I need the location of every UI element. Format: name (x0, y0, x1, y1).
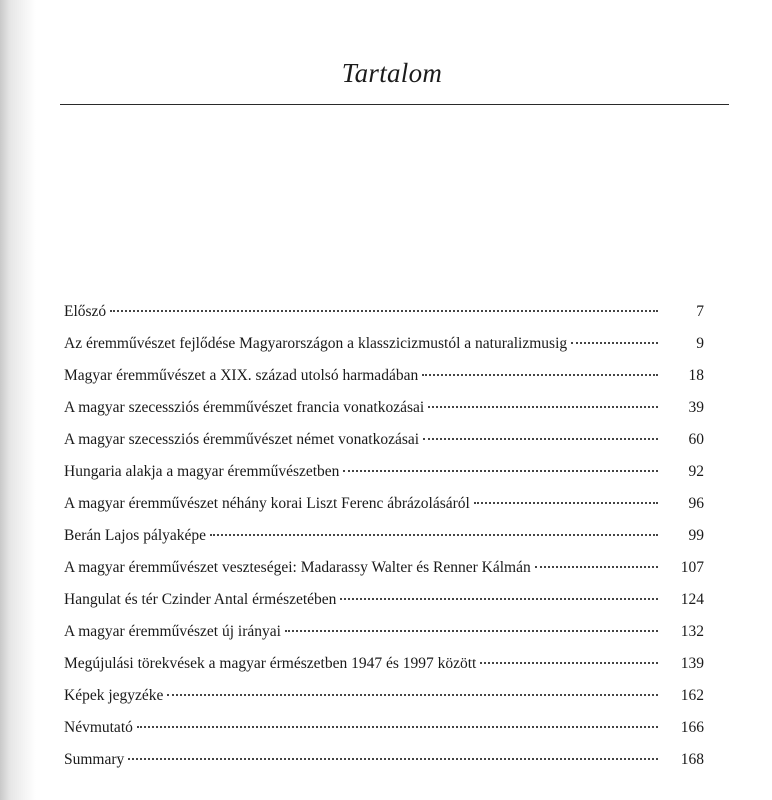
toc-entry-title: A magyar éremművészet veszteségei: Madarassy Walter és Renner Kálmán (64, 559, 531, 576)
toc-entry-page: 92 (688, 463, 704, 480)
toc-entry (64, 328, 704, 360)
toc-entry (64, 392, 704, 424)
dot-leader (343, 470, 658, 472)
toc-entry-title: Megújulási törekvések a magyar érmészetben 1947 és 1997 között (64, 655, 477, 672)
toc-entry-page: 39 (688, 399, 704, 416)
toc-entry-page: 9 (696, 335, 704, 352)
toc-entry-title: Az éremművészet fejlődése Magyarországon a klasszicizmustól a naturalizmusig (64, 335, 568, 352)
dot-leader (571, 342, 658, 344)
toc-entry-title: A magyar szecessziós éremművészet német vonatkozásai (64, 431, 420, 448)
toc-entry-title: Hangulat és tér Czinder Antal érmészetében (64, 591, 337, 608)
dot-leader (480, 662, 658, 664)
toc-entry (64, 552, 704, 584)
toc-entry-title: Névmutató (64, 719, 133, 736)
toc-entry (64, 360, 704, 392)
toc-entry-page: 7 (696, 303, 704, 320)
toc-entry-page: 18 (688, 367, 704, 384)
dot-leader (340, 598, 658, 600)
toc-entry (64, 712, 704, 744)
dot-leader (110, 310, 658, 312)
dot-leader (137, 726, 658, 728)
toc-entry (64, 520, 704, 552)
toc-entry-page: 107 (680, 559, 704, 576)
toc-entry (64, 488, 704, 520)
toc-entry-title: Magyar éremművészet a XIX. század utolsó harmadában (64, 367, 419, 384)
title-divider (60, 104, 729, 105)
toc-entry-page: 132 (680, 623, 704, 640)
toc-entry-title: Hungaria alakja a magyar éremművészetben (64, 463, 340, 480)
toc-entry-page: 162 (680, 687, 704, 704)
toc-entry (64, 648, 704, 680)
dot-leader (167, 694, 658, 696)
toc-entry-page: 166 (680, 719, 704, 736)
dot-leader (210, 534, 658, 536)
toc-entry-page: 139 (680, 655, 704, 672)
toc-entry-page: 99 (688, 527, 704, 544)
dot-leader (428, 406, 658, 408)
toc-entry-title: Berán Lajos pályaképe (64, 527, 207, 544)
toc-entry (64, 680, 704, 712)
toc-entry-title: A magyar éremművészet új irányai (64, 623, 281, 640)
toc-entry-page: 96 (688, 495, 704, 512)
toc-entry-title: Képek jegyzéke (64, 687, 164, 704)
dot-leader (128, 758, 658, 760)
toc-entry-page: 60 (688, 431, 704, 448)
toc-entry-page: 124 (680, 591, 704, 608)
table-of-contents (64, 296, 704, 776)
dot-leader (535, 566, 658, 568)
toc-entry (64, 296, 704, 328)
toc-entry (64, 424, 704, 456)
toc-entry-page: 168 (680, 751, 704, 768)
toc-entry (64, 744, 704, 776)
dot-leader (474, 502, 658, 504)
book-spine-shadow (0, 0, 36, 800)
toc-entry (64, 584, 704, 616)
dot-leader (422, 374, 658, 376)
dot-leader (285, 630, 658, 632)
toc-entry-title: A magyar szecessziós éremművészet francia vonatkozásai (64, 399, 425, 416)
toc-entry-title: Summary (64, 751, 125, 768)
toc-entry-title: Előszó (64, 303, 107, 320)
toc-entry-title: A magyar éremművészet néhány korai Liszt Ferenc ábrázolásáról (64, 495, 470, 512)
dot-leader (423, 438, 658, 440)
toc-entry (64, 616, 704, 648)
page-title: Tartalom (341, 58, 443, 88)
toc-entry (64, 456, 704, 488)
